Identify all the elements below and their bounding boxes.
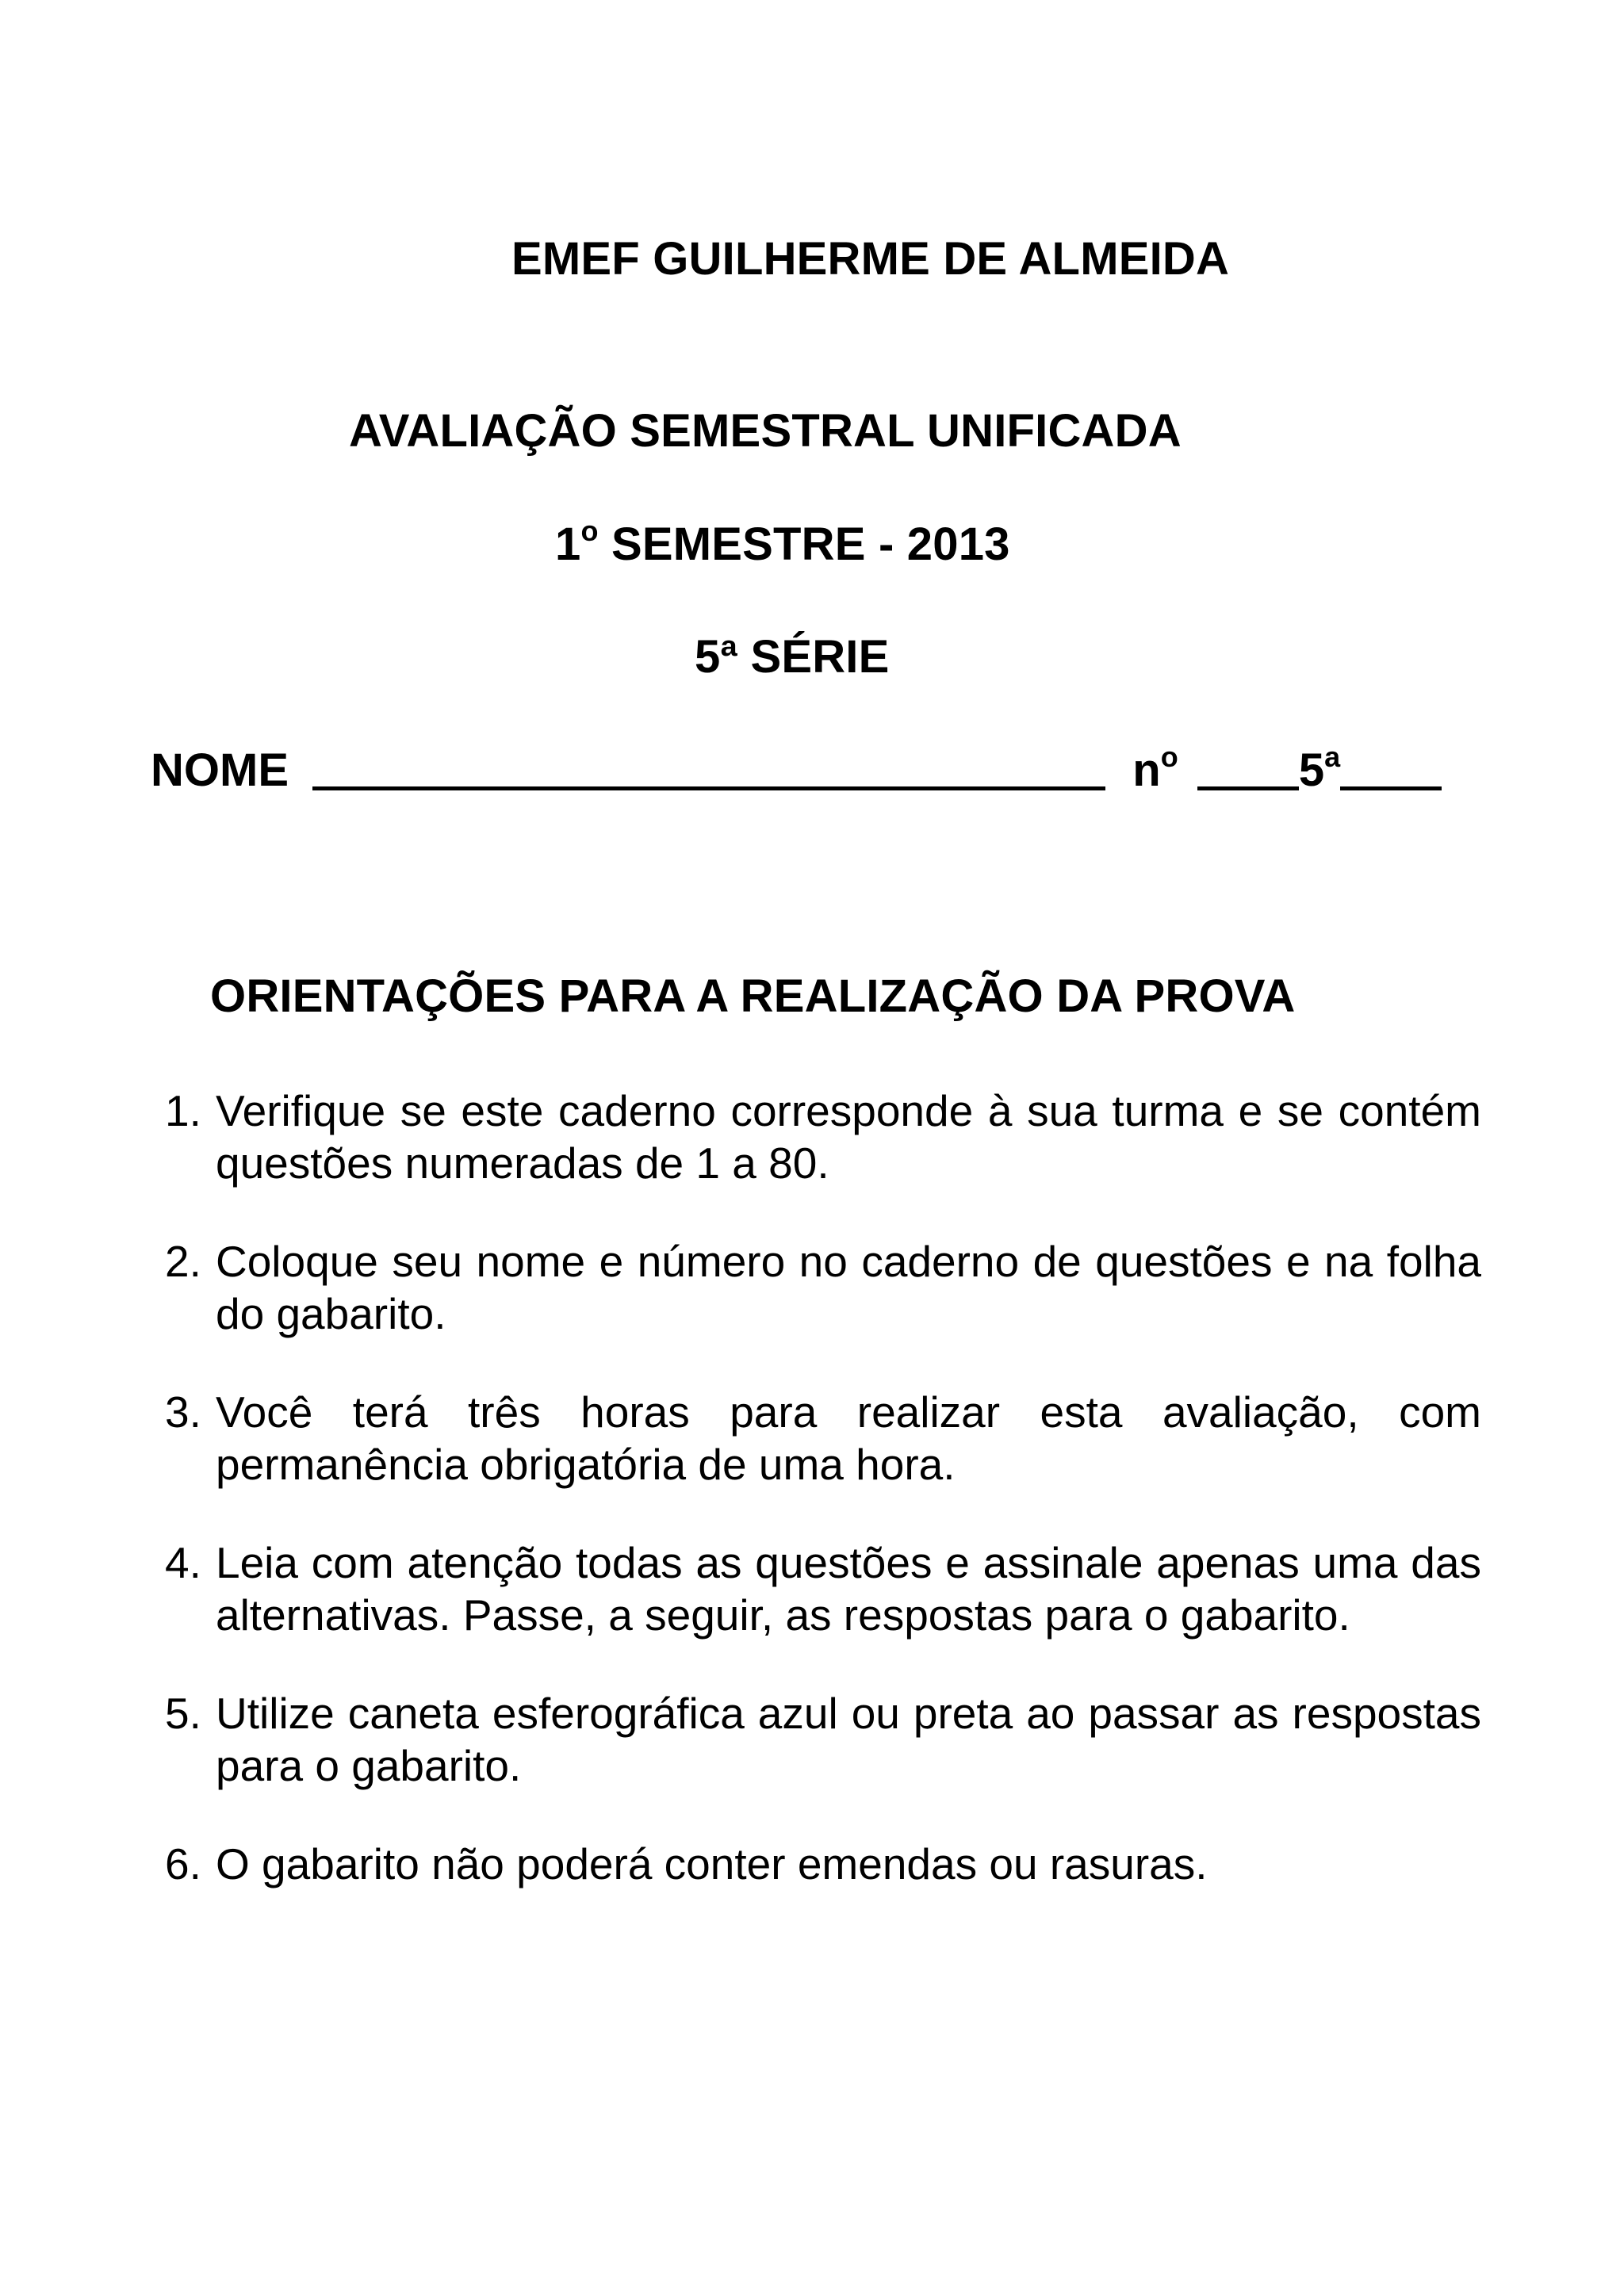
semester-number: 1 bbox=[555, 519, 581, 570]
instructions-title: ORIENTAÇÕES PARA A REALIZAÇÃO DA PROVA bbox=[210, 970, 1296, 1022]
semester-ordinal: o bbox=[580, 515, 599, 547]
number-blank[interactable] bbox=[1197, 747, 1299, 790]
instructions-list bbox=[165, 1085, 1481, 1936]
list-item: 6. O gabarito não poderá conter emendas ou rasuras. bbox=[165, 1839, 1208, 1888]
list-item: 2. Coloque seu nome e número no caderno de questões e na folha do gabarito. bbox=[165, 1237, 1481, 1338]
semester-line bbox=[555, 515, 1010, 570]
class-label: 5$^a$ bbox=[1298, 740, 1341, 796]
semester-text: SEMESTRE - 2013 bbox=[611, 519, 1010, 570]
list-item: 3. Você terá três horas para realizar esta avaliação, com permanência obrigatória de uma hora. bbox=[165, 1387, 1481, 1489]
name-blank[interactable] bbox=[312, 747, 1105, 790]
name-label: NOME bbox=[151, 744, 289, 796]
list-item: 1. Verifique se este caderno corresponde à sua turma e se contém questões numeradas de 1 a 80. bbox=[165, 1086, 1481, 1188]
list-item: 5. Utilize caneta esferográfica azul ou preta ao passar as respostas para o gabarito. bbox=[165, 1689, 1481, 1790]
list-item: 4. Leia com atenção todas as questões e assinale apenas uma das alternativas. Passe, a seguir, as respostas para o gabarito. bbox=[165, 1538, 1481, 1640]
number-label: $n^o$ bbox=[1132, 740, 1178, 796]
grade-label: 5ª SÉRIE bbox=[695, 631, 890, 683]
name-field-row bbox=[151, 740, 1442, 796]
class-blank[interactable] bbox=[1340, 747, 1442, 790]
exam-title: AVALIAÇÃO SEMESTRAL UNIFICADA bbox=[349, 405, 1182, 457]
school-name: EMEF GUILHERME DE ALMEIDA bbox=[511, 233, 1230, 285]
